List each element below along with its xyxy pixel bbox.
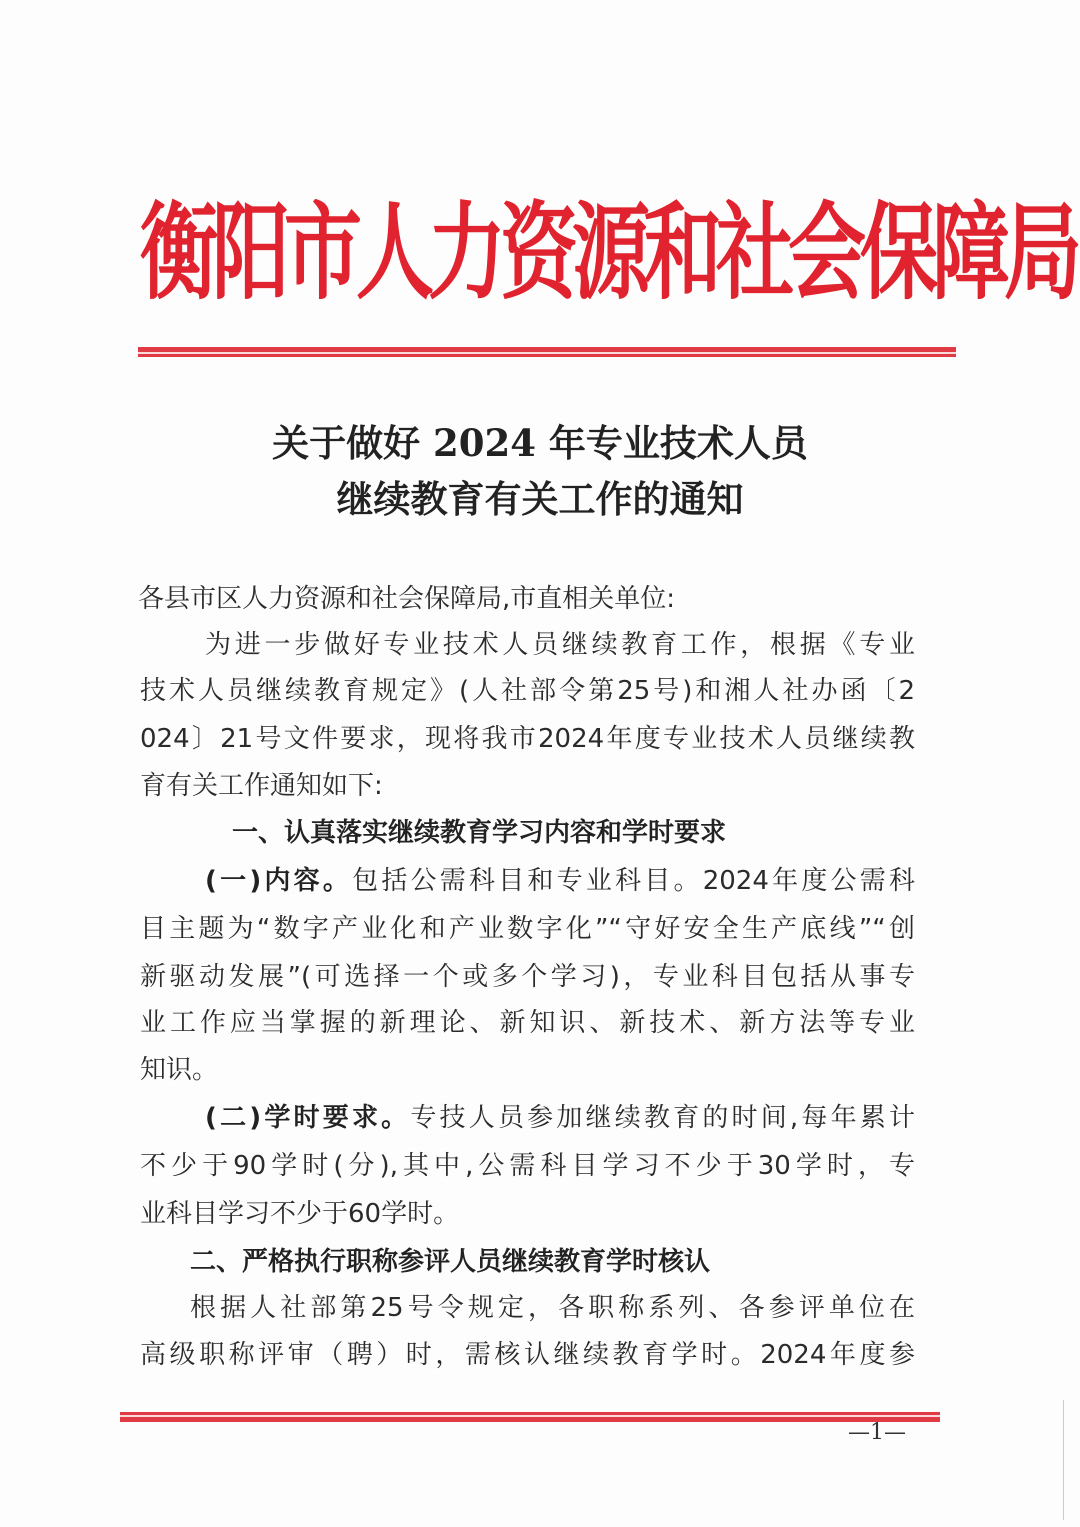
- item-1-text: 包括公需科目和专业科目。2024年度公需科: [352, 866, 915, 896]
- intro-line-3: 024〕21号文件要求，现将我市2024年度专业技术人员继续教: [140, 724, 915, 754]
- footer-red-rule: [120, 1412, 940, 1422]
- section-1-item-1-line-5: 知识。: [140, 1055, 219, 1085]
- document-title-line-1: 关于做好 2024 年专业技术人员: [272, 421, 808, 465]
- page-number: —1—: [848, 1420, 906, 1445]
- intro-line-4: 育有关工作通知如下:: [140, 771, 383, 801]
- item-2-label: (二)学时要求。: [205, 1103, 411, 1133]
- masthead-red-rule: [138, 347, 956, 357]
- section-2-line-1: 根据人社部第25号令规定，各职称系列、各参评单位在: [190, 1293, 915, 1323]
- section-1-item-1-line-2: 目主题为“数字产业化和产业数字化”“守好安全生产底线”“创: [140, 914, 915, 944]
- item-1-label: (一)内容。: [205, 866, 353, 896]
- section-2-line-2: 高级职称评审（聘）时，需核认继续教育学时。2024年度参: [140, 1340, 915, 1370]
- section-1-item-2-line-2: 不少于90学时(分),其中,公需科目学习不少于30学时，专: [140, 1151, 915, 1181]
- section-1-item-1-line-1: [205, 866, 915, 896]
- section-1-item-2-line-1: [205, 1103, 915, 1133]
- issuer-masthead: 衡阳市人力资源和社会保障局: [140, 191, 1077, 315]
- intro-line-1: 为进一步做好专业技术人员继续教育工作，根据《专业: [205, 630, 915, 660]
- item-2-text: 专技人员参加继续教育的时间,每年累计: [410, 1103, 915, 1133]
- section-2-heading: 二、严格执行职称参评人员继续教育学时核认: [190, 1247, 711, 1277]
- salutation: 各县市区人力资源和社会保障局,市直相关单位:: [138, 584, 676, 614]
- document-title-line-2: 继续教育有关工作的通知: [336, 477, 744, 521]
- page-edge-line: [1063, 1400, 1064, 1520]
- section-1-item-2-line-3: 业科目学习不少于60学时。: [140, 1199, 460, 1229]
- section-1-item-1-line-4: 业工作应当掌握的新理论、新知识、新技术、新方法等专业: [140, 1008, 915, 1038]
- section-1-heading: 一、认真落实继续教育学习内容和学时要求: [232, 818, 727, 848]
- intro-line-2: 技术人员继续教育规定》(人社部令第25号)和湘人社办函〔2: [140, 676, 915, 706]
- section-1-item-1-line-3: 新驱动发展”(可选择一个或多个学习)，专业科目包括从事专: [140, 962, 915, 992]
